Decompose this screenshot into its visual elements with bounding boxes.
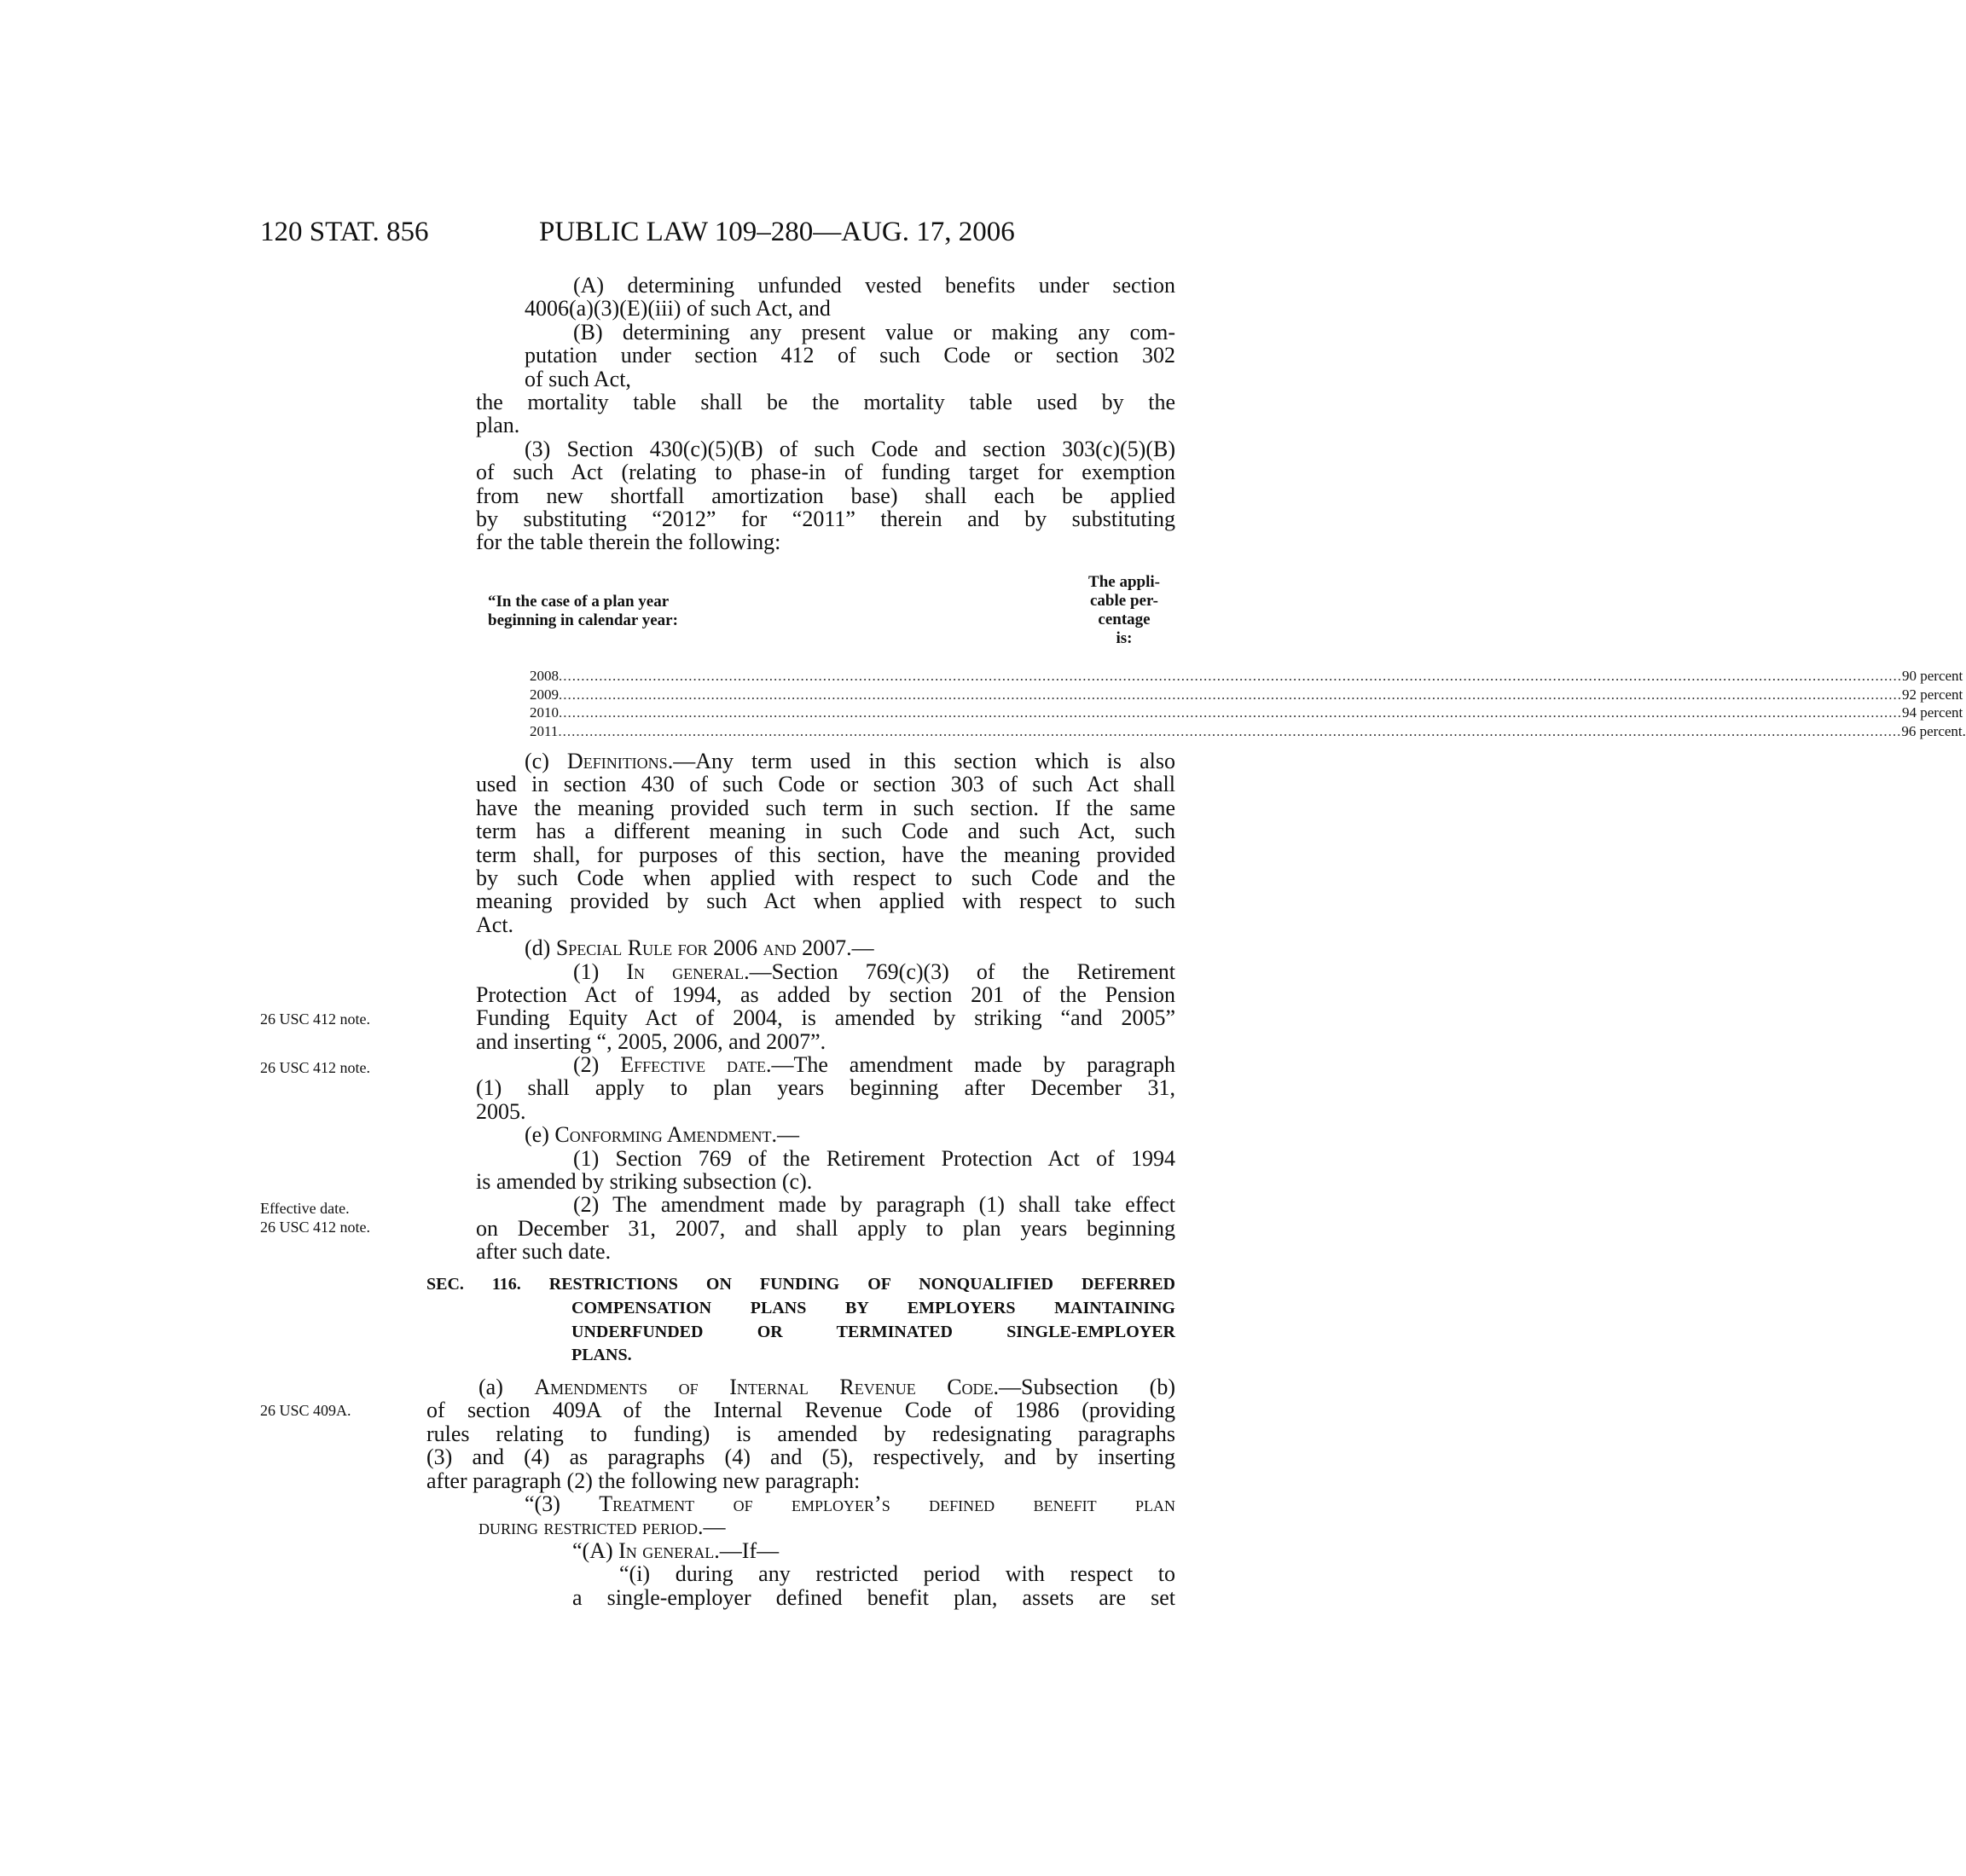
paragraph <box>0 1147 1175 1194</box>
text-line: meaning provided by such Act when applied with respect to such <box>476 889 1175 914</box>
margin-note: Effective date. <box>260 1200 350 1217</box>
text-segment: (d) <box>525 935 556 961</box>
paragraph <box>0 1053 1175 1123</box>
margin-note: 26 USC 412 note. <box>260 1219 371 1236</box>
text-line: (3) Section 430(c)(5)(B) of such Code and section 303(c)(5)(B) <box>525 436 1175 461</box>
text-segment: (c) <box>525 749 567 773</box>
text-line: term has a different meaning in such Code and such Act, such <box>476 819 1175 844</box>
text-line: rules relating to funding) is amended by redesignating paragraphs <box>426 1421 1175 1446</box>
text-line: of such Act, <box>525 366 631 391</box>
text-line: (1) shall apply to plan years beginning after December 31, <box>476 1075 1175 1101</box>
paragraph <box>0 750 1175 936</box>
text-line: a single-employer defined benefit plan, assets are set <box>572 1584 1175 1610</box>
text-line <box>525 1123 1175 1146</box>
text-segment: .—Any term used in this section which is also <box>667 749 1175 773</box>
text-line <box>573 960 1175 983</box>
text-line: after such date. <box>476 1239 612 1265</box>
header-line: cable per- <box>1089 592 1159 610</box>
percent-cell: 90 percent <box>1902 668 1963 684</box>
text-line: from new shortfall amortization base) shall each be applied <box>476 483 1175 508</box>
text-line: and inserting “, 2005, 2006, and 2007”. <box>476 1028 826 1054</box>
year-cell: 2011 <box>530 722 559 739</box>
paragraph <box>0 321 1175 391</box>
text-line: 4006(a)(3)(E)(iii) of such Act, and <box>525 296 831 321</box>
year-cell: 2010 <box>530 704 559 721</box>
text-line: plan. <box>476 413 520 438</box>
text-line: (2) The amendment made by paragraph (1) shall take effect <box>573 1192 1175 1218</box>
small-caps-heading: In general <box>618 1537 715 1563</box>
year-cell: 2009 <box>530 686 559 703</box>
paragraph <box>0 936 1175 959</box>
text-line <box>478 1375 1175 1398</box>
percent-cell: 96 percent. <box>1901 722 1966 739</box>
text-line: term shall, for purposes of this section, have the meaning provided <box>476 842 1175 867</box>
text-line: by such Code when applied with respect to such Code and the <box>476 865 1175 890</box>
paragraph <box>0 391 1175 437</box>
text-line: Funding Equity Act of 2004, is amended by striking “and 2005” <box>476 1005 1175 1031</box>
table-row <box>530 667 1963 686</box>
text-line: for the table therein the following: <box>476 530 781 555</box>
year-cell: 2008 <box>530 668 559 684</box>
paragraph <box>0 1375 1175 1492</box>
body-block-1 <box>0 274 1175 554</box>
text-segment: (a) <box>478 1375 535 1399</box>
page-title: PUBLIC LAW 109–280—AUG. 17, 2006 <box>539 217 1015 247</box>
text-segment: .— <box>698 1514 726 1540</box>
margin-note: 26 USC 412 note. <box>260 1059 371 1076</box>
percent-cell: 92 percent <box>1902 686 1963 703</box>
text-line: the mortality table shall be the mortality table used by the <box>476 389 1175 414</box>
text-segment: .—If— <box>714 1537 780 1563</box>
text-line: putation under section 412 of such Code or section 302 <box>525 343 1175 368</box>
section-heading <box>0 1273 1175 1368</box>
text-line: have the meaning provided such term in such section. If the same <box>476 795 1175 820</box>
text-line: (1) Section 769 of the Retirement Protection Act of 1994 <box>573 1145 1175 1171</box>
text-segment: (1) <box>573 958 627 984</box>
paragraph <box>0 1492 1175 1539</box>
table-row <box>530 722 1966 741</box>
text-line: of such Act (relating to phase-in of funding target for exemption <box>476 460 1175 485</box>
margin-note: 26 USC 412 note. <box>260 1010 371 1028</box>
text-segment: (e) <box>525 1122 555 1148</box>
text-line: Act. <box>476 912 514 937</box>
table-row <box>530 704 1963 722</box>
text-line: (3) and (4) as paragraphs (4) and (5), respectively, and by inserting <box>426 1445 1175 1470</box>
heading-line: UNDERFUNDED OR TERMINATED SINGLE-EMPLOYER <box>571 1322 1175 1341</box>
text-segment: .— <box>846 935 874 961</box>
dot-leader: ............................................................................................................................................................................................................................................................................................................ <box>559 686 1902 703</box>
text-line: is amended by striking subsection (c). <box>476 1169 813 1195</box>
text-line: by substituting “2012” for “2011” therein and by substituting <box>476 506 1175 531</box>
text-line: “(i) during any restricted period with respect to <box>619 1561 1175 1587</box>
dot-leader: ............................................................................................................................................................................................................................................................................................................ <box>559 668 1902 684</box>
header-line: The appli- <box>1088 573 1160 591</box>
text-segment: .—Section 769(c)(3) of the Retirement <box>744 958 1175 984</box>
small-caps-heading: Treatment of employer’s defined benefit plan <box>599 1491 1175 1516</box>
text-segment: “(A) <box>572 1537 619 1563</box>
body-block-2 <box>0 750 1175 1264</box>
small-caps-heading: Effective date <box>620 1052 766 1078</box>
text-line: of section 409A of the Internal Revenue Code of 1986 (providing <box>426 1398 1175 1423</box>
header-line: beginning in calendar year: <box>488 611 678 629</box>
text-line <box>525 750 1175 773</box>
heading-line: PLANS. <box>571 1346 632 1365</box>
small-caps-heading: Amendments of Internal Revenue Code <box>534 1375 994 1399</box>
text-line <box>572 1539 1175 1562</box>
paragraph <box>0 960 1175 1054</box>
text-line <box>478 1515 1175 1538</box>
table-header-year <box>488 593 678 630</box>
text-line: after paragraph (2) the following new paragraph: <box>426 1468 861 1493</box>
text-line: (A) determining unfunded vested benefits under section <box>573 273 1175 298</box>
text-line: on December 31, 2007, and shall apply to plan years beginning <box>476 1215 1175 1241</box>
paragraph <box>0 1193 1175 1263</box>
text-segment: .—Subsection (b) <box>993 1375 1175 1399</box>
text-segment: “(3) <box>525 1491 600 1516</box>
paragraph <box>0 437 1175 554</box>
text-segment: .— <box>771 1122 800 1148</box>
header-line: centage <box>1098 611 1151 628</box>
small-caps-heading: In general <box>626 958 745 984</box>
small-caps-heading: Special Rule for 2006 and 2007 <box>555 935 847 961</box>
small-caps-heading: Conforming Amendment <box>554 1122 772 1148</box>
header-line: is: <box>1116 629 1133 647</box>
table-row <box>530 686 1963 704</box>
paragraph <box>0 274 1175 321</box>
text-line: 2005. <box>476 1098 526 1124</box>
page-number: 120 STAT. 856 <box>260 217 429 247</box>
paragraph <box>0 1539 1175 1562</box>
text-segment: .—The amendment made by paragraph <box>766 1052 1176 1078</box>
text-line: Protection Act of 1994, as added by section 201 of the Pension <box>476 981 1175 1007</box>
text-line <box>573 1053 1175 1076</box>
header-line: “In the case of a plan year <box>488 593 670 611</box>
paragraph <box>0 1562 1175 1609</box>
text-line <box>525 1492 1175 1515</box>
text-line: used in section 430 of such Code or section 303 of such Act shall <box>476 772 1175 797</box>
body-block-3 <box>0 1375 1175 1609</box>
small-caps-heading: during restricted period <box>478 1514 699 1540</box>
text-line: (B) determining any present value or making any com- <box>573 319 1175 345</box>
percent-cell: 94 percent <box>1902 704 1963 721</box>
text-segment: (2) <box>573 1052 621 1078</box>
table-header-percentage <box>1073 573 1175 648</box>
dot-leader: ............................................................................................................................................................................................................................................................................................................ <box>558 722 1902 739</box>
text-line <box>525 936 1175 959</box>
small-caps-heading: Definitions <box>566 749 668 773</box>
heading-line: SEC. 116. RESTRICTIONS ON FUNDING OF NONQUALIFIED DEFERRED <box>426 1275 1175 1294</box>
paragraph <box>0 1123 1175 1146</box>
heading-line: COMPENSATION PLANS BY EMPLOYERS MAINTAINING <box>571 1298 1175 1317</box>
margin-note: 26 USC 409A. <box>260 1402 351 1419</box>
dot-leader: ............................................................................................................................................................................................................................................................................................................ <box>559 704 1902 721</box>
